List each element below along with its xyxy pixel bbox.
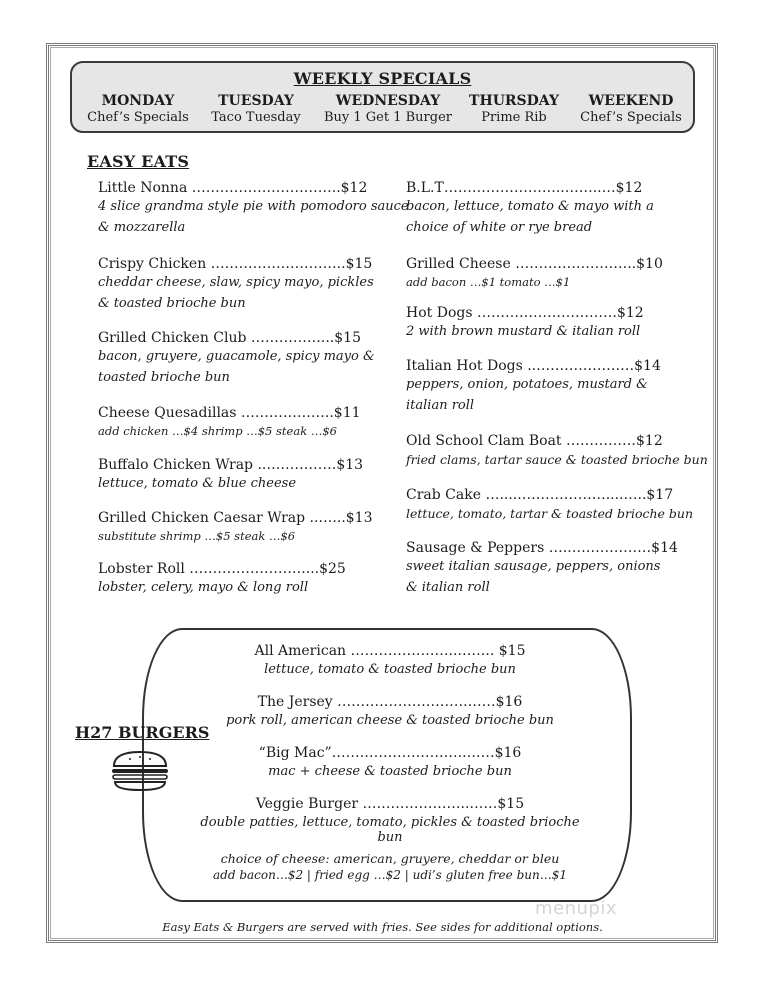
menu-item-crispy-chicken — [98, 256, 374, 314]
item-description: sweet italian sausage, peppers, onions — [406, 559, 661, 574]
menu-item-blt — [406, 180, 654, 238]
item-description: italian roll — [406, 398, 475, 413]
day-special: Prime Rib — [481, 110, 547, 125]
menu-item-lobster-roll — [98, 561, 346, 598]
item-name-price: Grilled Chicken Club ……………...$15 — [98, 330, 361, 346]
item-name-price: Cheese Quesadillas ………………..$11 — [98, 405, 361, 421]
burger-item-the-jersey — [190, 694, 590, 728]
burger-addons-text: add bacon…$2 | fried egg …$2 | udi’s gluten free bun…$1 — [213, 868, 567, 882]
burger-name-price: Veggie Burger …………………..……$15 — [255, 796, 525, 812]
menu-item-sausage-peppers — [406, 540, 678, 598]
item-name-price: Hot Dogs …………………………$12 — [406, 305, 644, 321]
item-description: & toasted brioche bun — [98, 296, 246, 311]
menu-item-hot-dogs — [406, 305, 644, 342]
item-description: 2 with brown mustard & italian roll — [406, 324, 641, 339]
item-name-price: Italian Hot Dogs ..…………………$14 — [406, 358, 661, 374]
item-description: cheddar cheese, slaw, spicy mayo, pickles — [98, 275, 374, 290]
footer-note: Easy Eats & Burgers are served with fries. See sides for additional options. — [162, 920, 603, 934]
item-description: lobster, celery, mayo & long roll — [98, 580, 309, 595]
special-weekend — [572, 93, 690, 125]
day-name: WEDNESDAY — [335, 93, 441, 109]
item-name-price: Little Nonna …………………………..$12 — [98, 180, 368, 196]
menu-item-grilled-chicken-caesar-wrap — [98, 510, 373, 547]
burger-item-veggie-burger — [190, 796, 590, 845]
day-special: Chef’s Specials — [580, 110, 682, 125]
item-description: toasted brioche bun — [98, 370, 230, 385]
menu-item-grilled-cheese — [406, 256, 663, 293]
item-description: lettuce, tomato & blue cheese — [98, 476, 297, 491]
special-tuesday — [198, 93, 314, 125]
item-description: peppers, onion, potatoes, mustard & — [406, 377, 648, 392]
item-description: lettuce, tomato, tartar & toasted brioche bun — [406, 506, 693, 521]
menu-item-buffalo-chicken-wrap — [98, 457, 363, 494]
burger-description: mac + cheese & toasted brioche bun — [268, 764, 512, 779]
burger-description: double patties, lettuce, tomato, pickles & toasted brioche bun — [200, 815, 580, 845]
day-special: Taco Tuesday — [211, 110, 301, 125]
item-name-price: Crab Cake ….....………………....…..$17 — [406, 487, 674, 503]
item-description: bacon, lettuce, tomato & mayo with a — [406, 199, 654, 214]
menu-item-grilled-chicken-club — [98, 330, 375, 388]
day-name: MONDAY — [101, 93, 175, 109]
burger-name-price: The Jersey ……………………….……$16 — [257, 694, 523, 710]
item-name-price: Grilled Cheese ……………………..$10 — [406, 256, 663, 272]
item-description: fried clams, tartar sauce & toasted brioche bun — [406, 452, 708, 467]
day-name: THURSDAY — [469, 93, 559, 109]
day-special: Chef’s Specials — [87, 110, 189, 125]
burger-item-all-american — [190, 643, 590, 677]
day-name: WEEKEND — [588, 93, 674, 109]
special-thursday — [464, 93, 564, 125]
special-monday — [78, 93, 198, 125]
burger-icon — [110, 750, 170, 796]
item-name-price: Old School Clam Boat ……………$12 — [406, 433, 663, 449]
burgers-title: H27 BURGERS — [75, 723, 210, 742]
burger-name-price: “Big Mac”………………………..……$16 — [258, 745, 522, 761]
menu-item-old-school-clam-boat — [406, 433, 708, 470]
burger-name-price: All American …………………..…….. $15 — [254, 643, 526, 659]
cheese-choice-text: choice of cheese: american, gruyere, cheddar or bleu — [220, 851, 560, 866]
easy-eats-title: EASY EATS — [87, 152, 190, 171]
item-name-price: Sausage & Peppers ….………………$14 — [406, 540, 678, 556]
item-description: bacon, gruyere, guacamole, spicy mayo & — [98, 349, 375, 364]
item-description: & italian roll — [406, 580, 490, 595]
item-description: 4 slice grandma style pie with pomodoro sauce — [98, 199, 409, 214]
special-wednesday — [316, 93, 460, 125]
menu-item-italian-hot-dogs — [406, 358, 661, 416]
weekly-specials-box — [70, 61, 695, 133]
watermark: menupix — [535, 898, 618, 919]
item-name-price: Lobster Roll ……………………....$25 — [98, 561, 346, 577]
item-addons: substitute shrimp …$5 steak …$6 — [98, 529, 296, 543]
item-addons: add bacon …$1 tomato …$1 — [406, 275, 571, 289]
item-addons: add chicken …$4 shrimp …$5 steak …$6 — [98, 424, 337, 438]
menu-item-little-nonna — [98, 180, 409, 238]
burger-description: lettuce, tomato & toasted brioche bun — [264, 662, 516, 677]
weekly-specials-title: WEEKLY SPECIALS — [293, 69, 472, 88]
day-name: TUESDAY — [218, 93, 294, 109]
item-name-price: B.L.T……………………..……..…$12 — [406, 180, 643, 196]
item-name-price: Crispy Chicken ………………………..$15 — [98, 256, 373, 272]
burger-description: pork roll, american cheese & toasted brioche bun — [226, 713, 554, 728]
burger-cheese-choice — [190, 851, 590, 882]
menu-item-crab-cake — [406, 487, 693, 524]
item-description: choice of white or rye bread — [406, 220, 593, 235]
day-special: Buy 1 Get 1 Burger — [323, 110, 452, 125]
burger-item-big-mac — [190, 745, 590, 779]
item-name-price: Buffalo Chicken Wrap ..……………$13 — [98, 457, 364, 473]
menu-item-cheese-quesadillas — [98, 405, 361, 442]
item-name-price: Grilled Chicken Caesar Wrap ..…...$13 — [98, 510, 373, 526]
item-description: & mozzarella — [98, 220, 186, 235]
